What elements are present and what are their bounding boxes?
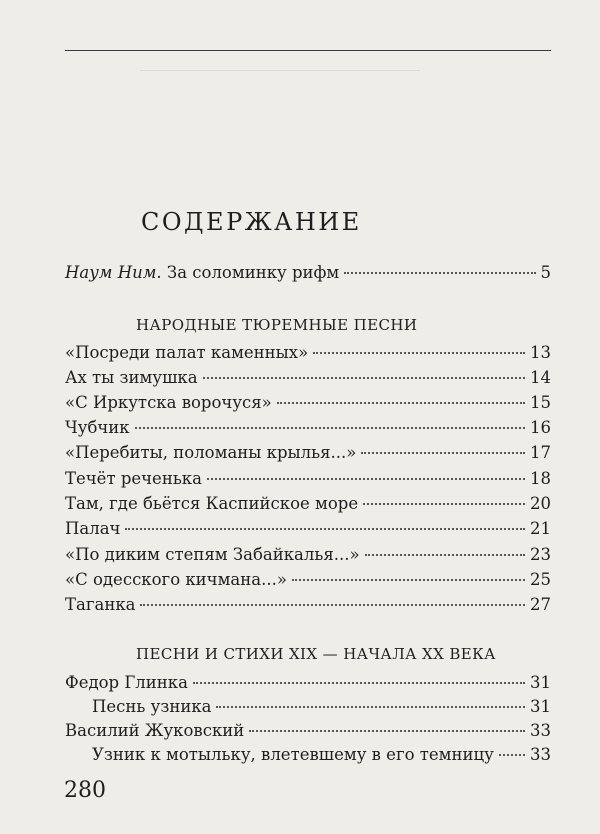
toc-entry — [65, 418, 551, 440]
toc-page-number: 5 — [540, 263, 551, 282]
toc-entry-title: Узник к мотыльку, влетевшему в его темницу — [92, 745, 494, 764]
leader-dots — [249, 730, 525, 732]
toc-entry — [92, 697, 551, 719]
leader-dots — [216, 706, 525, 708]
toc-entry — [65, 494, 551, 516]
intro-author: Наум Ним — [65, 263, 157, 282]
toc-entry-author — [65, 673, 551, 695]
toc-entry — [65, 393, 551, 415]
toc-entry-title: «Посреди палат каменных» — [65, 343, 309, 362]
toc-page-number: 18 — [530, 469, 551, 488]
toc-entry-title: Чубчик — [65, 418, 130, 437]
section-heading: ПЕСНИ И СТИХИ XIX — НАЧАЛА XX ВЕКА — [136, 645, 496, 663]
bleed-through-texture — [140, 56, 420, 71]
leader-dots — [344, 272, 535, 274]
header-rule — [65, 50, 551, 51]
toc-page-number: 33 — [530, 745, 551, 764]
toc-entry — [65, 368, 551, 390]
intro-title: . За соломинку рифм — [156, 263, 340, 282]
toc-entry-title: «По диким степям Забайкалья...» — [65, 545, 360, 564]
leader-dots — [292, 579, 525, 581]
leader-dots — [365, 554, 525, 556]
toc-entry-title: Там, где бьётся Каспийское море — [65, 494, 359, 513]
toc-entry-title: Таганка — [65, 595, 136, 614]
toc-entry-title: Федор Глинка — [65, 673, 188, 692]
leader-dots — [135, 427, 525, 429]
leader-dots — [499, 754, 525, 756]
toc-page-number: 20 — [530, 494, 551, 513]
leader-dots — [363, 503, 525, 505]
leader-dots — [361, 452, 525, 454]
toc-page-number: 31 — [530, 673, 551, 692]
toc-entry-author — [65, 721, 551, 743]
toc-entry — [65, 570, 551, 592]
leader-dots — [313, 352, 525, 354]
toc-page-number: 13 — [530, 343, 551, 362]
contents-title: СОДЕРЖАНИЕ — [141, 208, 362, 236]
page-number: 280 — [64, 778, 106, 803]
toc-entry-title: «С одесского кичмана...» — [65, 570, 287, 589]
toc-entry-title: Ах ты зимушка — [65, 368, 198, 387]
leader-dots — [193, 682, 525, 684]
toc-entry — [65, 519, 551, 541]
toc-page-number: 16 — [530, 418, 551, 437]
toc-entry — [65, 443, 551, 465]
toc-page-number: 23 — [530, 545, 551, 564]
toc-entry — [65, 595, 551, 617]
leader-dots — [140, 604, 525, 606]
toc-page-number: 31 — [530, 697, 551, 716]
leader-dots — [207, 478, 525, 480]
toc-page-number: 15 — [530, 393, 551, 412]
leader-dots — [277, 402, 525, 404]
toc-entry-title: Течёт реченька — [65, 469, 202, 488]
toc-page-number: 17 — [530, 443, 551, 462]
toc-entry-title: Василий Жуковский — [65, 721, 245, 740]
toc-entry-title — [65, 263, 339, 282]
toc-entry-title: «С Иркутска ворочуся» — [65, 393, 272, 412]
toc-entry-intro — [65, 263, 551, 285]
toc-entry-title: «Перебиты, поломаны крылья...» — [65, 443, 357, 462]
toc-page-number: 27 — [530, 595, 551, 614]
toc-entry — [65, 469, 551, 491]
toc-entry — [92, 745, 551, 767]
toc-entry-title: Песнь узника — [92, 697, 212, 716]
toc-page-number: 14 — [530, 368, 551, 387]
toc-page-number: 21 — [530, 519, 551, 538]
toc-page-number: 25 — [530, 570, 551, 589]
section-heading: НАРОДНЫЕ ТЮРЕМНЫЕ ПЕСНИ — [136, 316, 418, 334]
toc-entry — [65, 343, 551, 365]
leader-dots — [203, 377, 525, 379]
toc-page-number: 33 — [530, 721, 551, 740]
toc-entry — [65, 545, 551, 567]
leader-dots — [125, 528, 525, 530]
toc-entry-title: Палач — [65, 519, 121, 538]
